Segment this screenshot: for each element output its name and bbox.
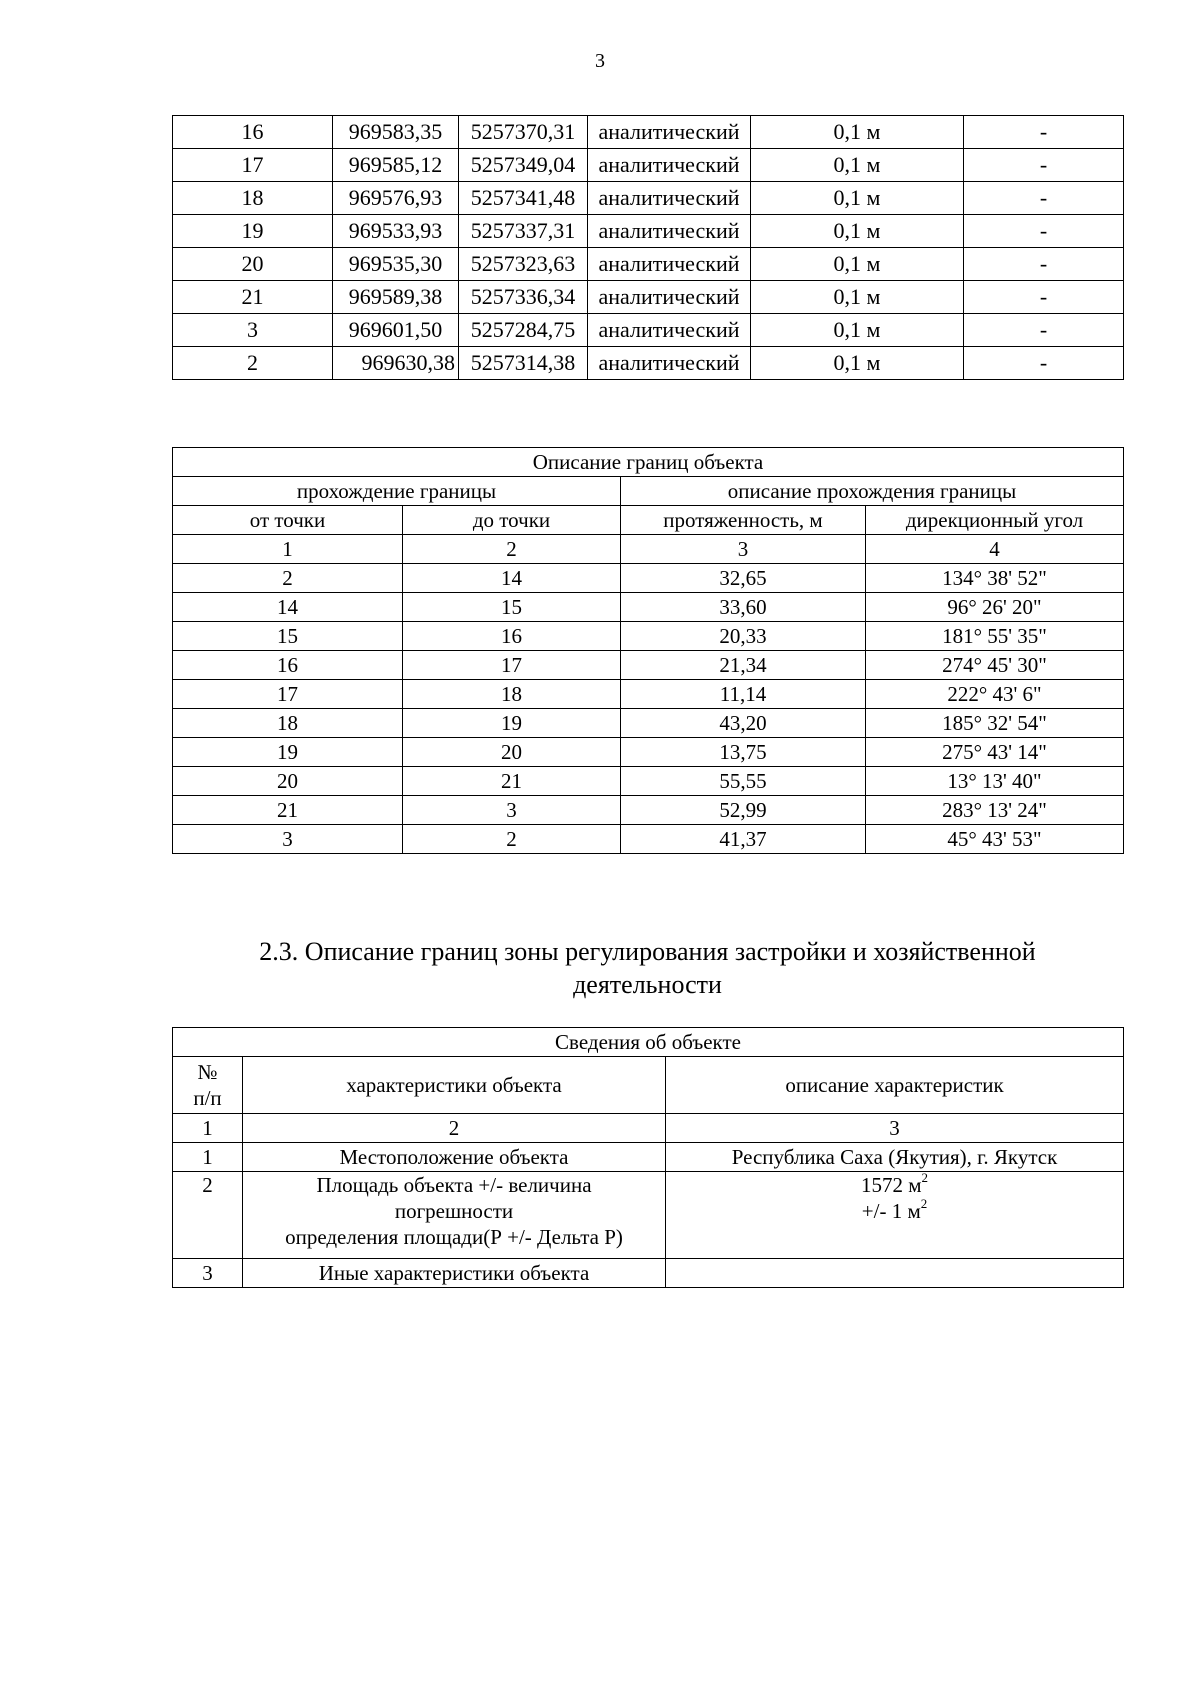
boundary-header-row	[173, 506, 1124, 535]
coord-cell-point-number: 18	[173, 182, 333, 215]
boundary-cell-from-point: 21	[173, 796, 403, 825]
boundary-table-title: Описание границ объекта	[173, 448, 1124, 477]
coord-cell-description: -	[964, 182, 1124, 215]
boundary-col-angle: дирекционный угол	[866, 506, 1124, 535]
table-row	[173, 796, 1124, 825]
boundary-cell-to-point: 3	[403, 796, 621, 825]
table-row	[173, 149, 1124, 182]
boundary-cell-from-point: 16	[173, 651, 403, 680]
boundary-cell-length: 32,65	[621, 564, 866, 593]
info-row-name	[243, 1172, 666, 1259]
coord-cell-accuracy: 0,1 м	[751, 248, 964, 281]
coord-cell-method: аналитический	[588, 149, 751, 182]
area-unit-superscript: 2	[921, 1171, 929, 1185]
boundary-cell-angle: 222° 43' 6"	[866, 680, 1124, 709]
boundary-cell-to-point: 21	[403, 767, 621, 796]
table-row	[173, 116, 1124, 149]
info-area-name-line-1: Площадь объекта +/- величина	[316, 1173, 592, 1197]
coord-cell-coord-y: 5257284,75	[459, 314, 588, 347]
boundary-cell-length: 21,34	[621, 651, 866, 680]
coordinates-table	[172, 115, 1124, 380]
info-title-row	[173, 1028, 1124, 1057]
boundary-cell-to-point: 19	[403, 709, 621, 738]
boundary-cell-from-point: 3	[173, 825, 403, 854]
coord-cell-method: аналитический	[588, 281, 751, 314]
coord-cell-coord-y: 5257370,31	[459, 116, 588, 149]
coord-cell-point-number: 2	[173, 347, 333, 380]
boundary-cell-angle: 181° 55' 35"	[866, 622, 1124, 651]
coord-cell-method: аналитический	[588, 182, 751, 215]
info-area-name-line-2: погрешности	[394, 1199, 514, 1223]
section-heading-line-2: деятельности	[573, 970, 722, 999]
info-row-location	[173, 1143, 1124, 1172]
coord-cell-point-number: 20	[173, 248, 333, 281]
table-row	[173, 314, 1124, 347]
boundary-cell-to-point: 16	[403, 622, 621, 651]
table-row	[173, 680, 1124, 709]
boundary-cell-to-point: 2	[403, 825, 621, 854]
coord-cell-accuracy: 0,1 м	[751, 182, 964, 215]
info-row-value	[666, 1259, 1124, 1288]
boundary-cell-from-point: 17	[173, 680, 403, 709]
object-info-table-body	[173, 1028, 1124, 1288]
coord-cell-method: аналитический	[588, 314, 751, 347]
coord-cell-coord-x: 969583,35	[333, 116, 459, 149]
coord-cell-description: -	[964, 248, 1124, 281]
coord-cell-point-number: 21	[173, 281, 333, 314]
coord-cell-coord-x: 969533,93	[333, 215, 459, 248]
boundary-cell-length: 55,55	[621, 767, 866, 796]
info-col-number: 1	[173, 1114, 243, 1143]
info-area-value-line-1	[670, 1172, 1119, 1198]
coord-cell-description: -	[964, 215, 1124, 248]
table-row	[173, 709, 1124, 738]
boundary-cell-from-point: 14	[173, 593, 403, 622]
coordinates-table-body	[173, 116, 1124, 380]
coord-cell-coord-x: 969585,12	[333, 149, 459, 182]
coord-cell-description: -	[964, 281, 1124, 314]
coord-cell-method: аналитический	[588, 347, 751, 380]
coord-cell-point-number: 19	[173, 215, 333, 248]
info-row-value: Республика Саха (Якутия), г. Якутск	[666, 1143, 1124, 1172]
coord-cell-description: -	[964, 116, 1124, 149]
coord-cell-coord-x: 969535,30	[333, 248, 459, 281]
coord-cell-description: -	[964, 347, 1124, 380]
info-col-number: 2	[243, 1114, 666, 1143]
boundary-cell-to-point: 18	[403, 680, 621, 709]
boundary-cell-length: 20,33	[621, 622, 866, 651]
table-row	[173, 622, 1124, 651]
boundary-cell-to-point: 15	[403, 593, 621, 622]
coord-cell-coord-y: 5257336,34	[459, 281, 588, 314]
page-number: 3	[595, 50, 605, 72]
boundary-col-number: 3	[621, 535, 866, 564]
coord-cell-accuracy: 0,1 м	[751, 149, 964, 182]
info-column-numbers-row	[173, 1114, 1124, 1143]
boundary-cell-angle: 45° 43' 53"	[866, 825, 1124, 854]
boundary-cell-from-point: 18	[173, 709, 403, 738]
coord-cell-coord-x: 969576,93	[333, 182, 459, 215]
boundary-cell-angle: 96° 26' 20"	[866, 593, 1124, 622]
coord-cell-method: аналитический	[588, 215, 751, 248]
info-row-num: 3	[173, 1259, 243, 1288]
area-error-value: +/- 1 м	[861, 1199, 921, 1223]
info-row-name: Местоположение объекта	[243, 1143, 666, 1172]
boundary-cell-angle: 283° 13' 24"	[866, 796, 1124, 825]
boundary-table-body	[173, 448, 1124, 854]
info-col-num	[173, 1057, 243, 1114]
coord-cell-point-number: 17	[173, 149, 333, 182]
boundary-group-left: прохождение границы	[173, 477, 621, 506]
coord-cell-coord-x: 969630,38	[333, 347, 459, 380]
table-row	[173, 281, 1124, 314]
boundary-table	[172, 447, 1124, 854]
coord-cell-accuracy: 0,1 м	[751, 281, 964, 314]
table-row	[173, 215, 1124, 248]
boundary-title-row	[173, 448, 1124, 477]
coord-cell-method: аналитический	[588, 248, 751, 281]
boundary-cell-angle: 185° 32' 54"	[866, 709, 1124, 738]
coord-cell-accuracy: 0,1 м	[751, 314, 964, 347]
boundary-cell-from-point: 20	[173, 767, 403, 796]
info-area-name-line-3: определения площади(Р +/- Дельта Р)	[285, 1225, 623, 1249]
table-row	[173, 738, 1124, 767]
info-row-area	[173, 1172, 1124, 1259]
boundary-cell-length: 13,75	[621, 738, 866, 767]
coord-cell-accuracy: 0,1 м	[751, 215, 964, 248]
object-info-table	[172, 1027, 1124, 1288]
boundary-cell-from-point: 19	[173, 738, 403, 767]
info-col-characteristics: характеристики объекта	[243, 1057, 666, 1114]
boundary-group-row	[173, 477, 1124, 506]
info-table-title: Сведения об объекте	[173, 1028, 1124, 1057]
coord-cell-accuracy: 0,1 м	[751, 347, 964, 380]
coord-cell-coord-y: 5257341,48	[459, 182, 588, 215]
boundary-cell-to-point: 20	[403, 738, 621, 767]
info-row-value	[666, 1172, 1124, 1259]
info-col-description: описание характеристик	[666, 1057, 1124, 1114]
area-value: 1572 м	[860, 1173, 922, 1197]
boundary-cell-length: 33,60	[621, 593, 866, 622]
coord-cell-coord-y: 5257349,04	[459, 149, 588, 182]
boundary-col-length: протяженность, м	[621, 506, 866, 535]
section-heading-line-1: 2.3. Описание границ зоны регулирования застройки и хозяйственной	[259, 937, 1036, 966]
boundary-col-number: 4	[866, 535, 1124, 564]
info-header-row	[173, 1057, 1124, 1114]
table-row	[173, 593, 1124, 622]
boundary-cell-angle: 274° 45' 30"	[866, 651, 1124, 680]
table-row	[173, 651, 1124, 680]
coord-cell-method: аналитический	[588, 116, 751, 149]
coord-cell-accuracy: 0,1 м	[751, 116, 964, 149]
coord-cell-point-number: 16	[173, 116, 333, 149]
boundary-col-to: до точки	[403, 506, 621, 535]
info-row-other	[173, 1259, 1124, 1288]
info-col-num-line-1: №	[197, 1060, 218, 1084]
table-row	[173, 248, 1124, 281]
boundary-col-from: от точки	[173, 506, 403, 535]
coord-cell-coord-y: 5257337,31	[459, 215, 588, 248]
boundary-col-number: 1	[173, 535, 403, 564]
coord-cell-coord-y: 5257314,38	[459, 347, 588, 380]
coord-cell-point-number: 3	[173, 314, 333, 347]
coord-cell-coord-x: 969601,50	[333, 314, 459, 347]
area-error-unit-superscript: 2	[920, 1196, 928, 1211]
info-col-num-line-2: п/п	[193, 1086, 222, 1110]
info-row-num: 1	[173, 1143, 243, 1172]
boundary-group-right: описание прохождения границы	[621, 477, 1124, 506]
boundary-col-number: 2	[403, 535, 621, 564]
table-row	[173, 767, 1124, 796]
section-heading	[172, 935, 1123, 1001]
table-row	[173, 347, 1124, 380]
info-area-value-line-2	[670, 1198, 1119, 1224]
boundary-cell-from-point: 15	[173, 622, 403, 651]
boundary-cell-length: 52,99	[621, 796, 866, 825]
boundary-cell-from-point: 2	[173, 564, 403, 593]
info-row-num: 2	[173, 1172, 243, 1259]
coord-cell-coord-y: 5257323,63	[459, 248, 588, 281]
table-row	[173, 182, 1124, 215]
coord-cell-description: -	[964, 149, 1124, 182]
boundary-cell-length: 11,14	[621, 680, 866, 709]
boundary-cell-length: 43,20	[621, 709, 866, 738]
info-row-name: Иные характеристики объекта	[243, 1259, 666, 1288]
info-col-number: 3	[666, 1114, 1124, 1143]
table-row	[173, 825, 1124, 854]
boundary-cell-to-point: 14	[403, 564, 621, 593]
boundary-cell-angle: 275° 43' 14"	[866, 738, 1124, 767]
boundary-column-numbers-row	[173, 535, 1124, 564]
boundary-cell-to-point: 17	[403, 651, 621, 680]
boundary-cell-angle: 134° 38' 52"	[866, 564, 1124, 593]
boundary-cell-length: 41,37	[621, 825, 866, 854]
coord-cell-coord-x: 969589,38	[333, 281, 459, 314]
boundary-cell-angle: 13° 13' 40"	[866, 767, 1124, 796]
coord-cell-description: -	[964, 314, 1124, 347]
table-row	[173, 564, 1124, 593]
